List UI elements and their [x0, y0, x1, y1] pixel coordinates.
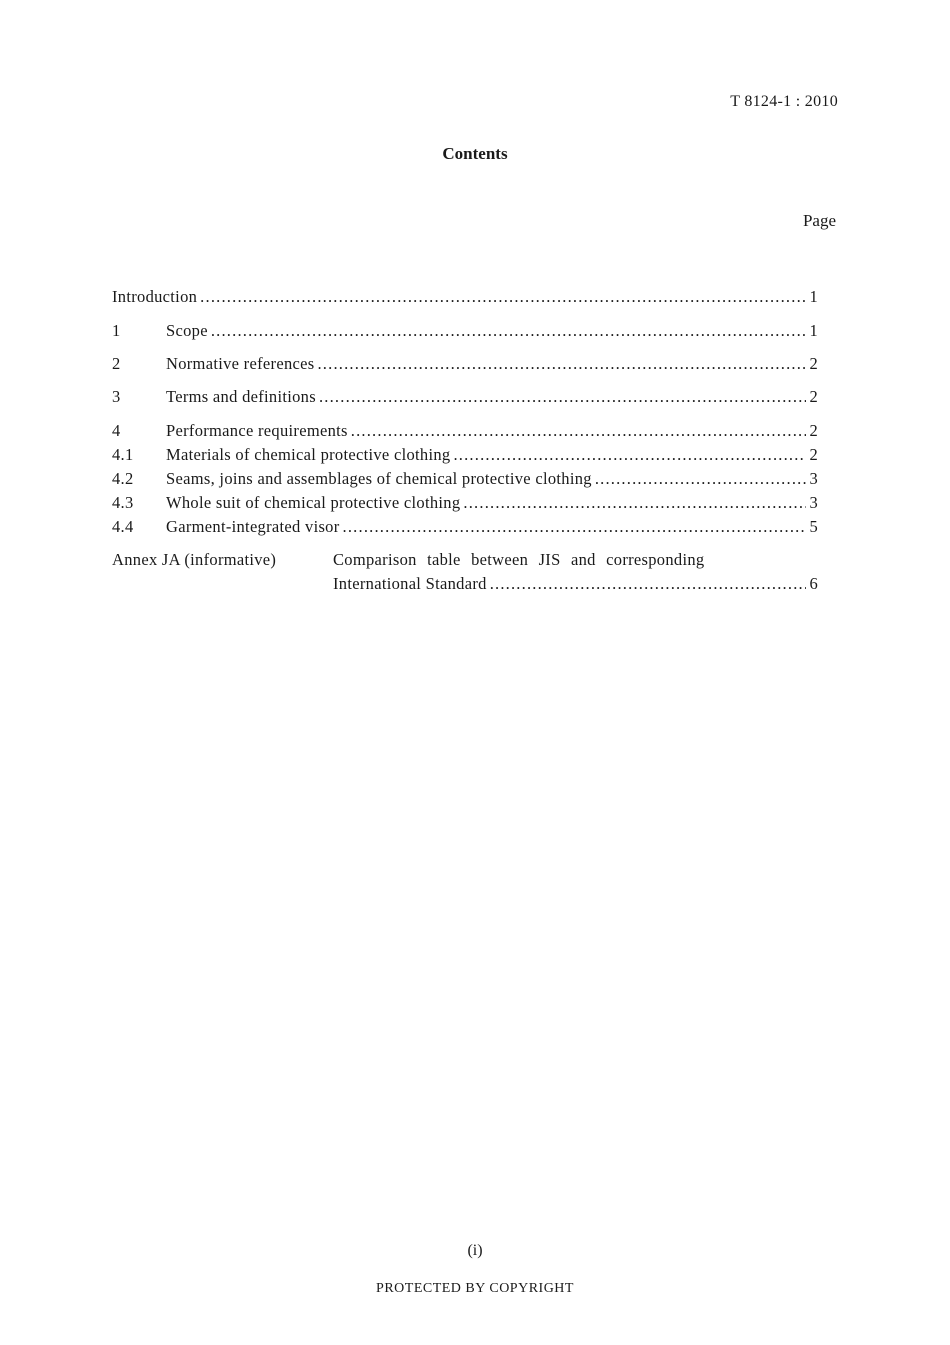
toc-entry-number: 4.1: [112, 445, 134, 464]
toc-entry-performance-requirements[interactable]: [112, 420, 818, 442]
toc-leader-dots: [595, 468, 807, 490]
toc-entry-title: Terms and definitions: [166, 387, 316, 406]
page-number: (i): [467, 1242, 483, 1259]
page-column-label: Page: [802, 211, 836, 230]
toc-leader-dots: [319, 386, 806, 408]
toc-leader-dots: [211, 320, 807, 342]
toc-entry-whole-suit[interactable]: [112, 492, 818, 514]
toc-entry-page: 1: [809, 321, 818, 340]
toc-leader-dots: [343, 516, 807, 538]
toc-entry-annex[interactable]: [112, 549, 818, 571]
toc-entry-page: 1: [809, 287, 818, 306]
toc-leader-dots: [351, 420, 807, 442]
toc-leader-dots: [200, 286, 806, 308]
annex-title-line1: [333, 549, 765, 571]
toc-entry-page: 3: [809, 469, 818, 488]
toc-entry-page: 2: [809, 354, 818, 373]
toc-entry-number: 4.3: [112, 493, 134, 512]
toc-leader-dots: [453, 444, 806, 466]
toc-entry-visor[interactable]: [112, 516, 818, 538]
toc-entry-page: 3: [809, 493, 818, 512]
toc-entry-page: 2: [809, 387, 818, 406]
annex-prefix: Annex JA (informative): [112, 550, 277, 569]
toc-entry-page: 6: [809, 574, 818, 593]
toc-entry-number: 3: [112, 387, 121, 406]
toc-entry-page: 2: [809, 445, 818, 464]
annex-title-line2: International Standard: [333, 574, 487, 593]
toc-entry-introduction[interactable]: [112, 286, 818, 308]
toc-entry-title: Scope: [166, 321, 208, 340]
toc-entry-number: 2: [112, 354, 121, 373]
toc-entry-title: Introduction: [112, 287, 198, 306]
toc-entry-page: 2: [809, 421, 818, 440]
toc-entry-title: Garment-integrated visor: [166, 517, 340, 536]
toc-entry-number: 4: [112, 421, 121, 440]
toc-entry-terms-definitions[interactable]: [112, 386, 818, 408]
toc-entry-title: Whole suit of chemical protective clothing: [166, 493, 461, 512]
toc-entry-materials[interactable]: [112, 444, 818, 466]
toc-entry-number: 4.4: [112, 517, 134, 536]
toc-leader-dots: [490, 573, 807, 595]
document-identifier: T 8124-1 : 2010: [730, 93, 838, 110]
toc-entry-title: Normative references: [166, 354, 315, 373]
toc-entry-seams[interactable]: [112, 468, 818, 490]
toc-entry-scope[interactable]: [112, 320, 818, 342]
annex-title-text: Comparison table between JIS and corresponding: [333, 550, 705, 569]
toc-entry-number: 1: [112, 321, 121, 340]
contents-heading: Contents: [442, 144, 508, 163]
toc-entry-annex-continued[interactable]: [333, 573, 818, 595]
toc-entry-title: Materials of chemical protective clothing: [166, 445, 451, 464]
toc-entry-title: Performance requirements: [166, 421, 348, 440]
toc-entry-number: 4.2: [112, 469, 134, 488]
toc-entry-page: 5: [809, 517, 818, 536]
toc-leader-dots: [317, 353, 806, 375]
toc-entry-normative-references[interactable]: [112, 353, 818, 375]
toc-entry-title: Seams, joins and assemblages of chemical protective clothing: [166, 469, 592, 488]
copyright-notice: PROTECTED BY COPYRIGHT: [376, 1281, 574, 1296]
toc-leader-dots: [463, 492, 806, 514]
